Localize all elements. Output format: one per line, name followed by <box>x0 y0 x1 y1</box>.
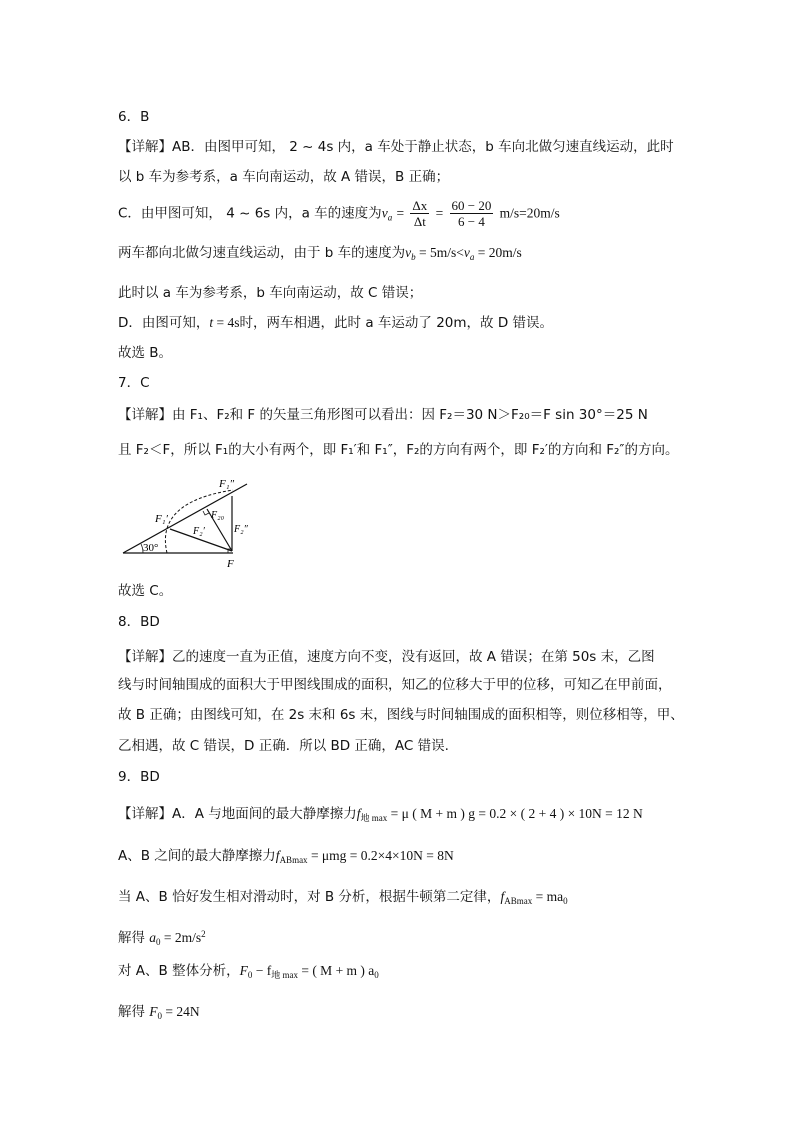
q9-line-3: 当 A、B 恰好发生相对滑动时，对 B 分析，根据牛顿第二定律，$f_{ABmax} = ma_0$ <box>118 889 568 906</box>
q8-answer: 8．BD <box>118 614 160 630</box>
q6-line-6: D．由图可知，t = 4s时，两车相遇，此时 a 车运动了 20m，故 D 错误。 <box>118 315 553 331</box>
q7-line-2: 且 F₂＜F，所以 F₁的大小有两个，即 F₁′和 F₁″，F₂的方向有两个，即 F₂′的方向和 F₂″的方向。 <box>118 442 679 458</box>
q6-line-2: 以 b 车为参考系，a 车向南运动，故 A 错误，B 正确； <box>118 169 450 185</box>
fraction-dx-dt: $\frac{\Delta x}{\Delta t}$ <box>412 198 428 229</box>
label-f1-double-prime: F₁″ <box>219 478 235 490</box>
q7-answer: 7．C <box>118 375 150 391</box>
q6-line-4: 两车都向北做匀速直线运动，由于 b 车的速度为$v_b = 5m/s<v_a = 20m/s$ <box>118 245 522 262</box>
dashed-arc <box>165 490 233 553</box>
q6-line-3: C．由甲图可知， 4 ~ 6s 内，a 车的速度为$v_a$ = $\frac{\Delta x}{\Delta t}$ = $\frac{60 - 20}{6 - 4}$ m/s=20m/s <box>118 198 560 229</box>
q8-line-1: 【详解】乙的速度一直为正值，速度方向不变，没有返回，故 A 错误；在第 50s 末，乙图 <box>118 649 655 665</box>
label-angle: 30° <box>143 542 159 554</box>
q7-line-1: 【详解】由 F₁、F₂和 F 的矢量三角形图可以看出：因 F₂＝30 N＞F₂₀＝F sin 30°＝25 N <box>118 407 648 423</box>
q8-line-2: 线与时间轴围成的面积大于甲图线围成的面积，知乙的位移大于甲的位移，可知乙在甲前面， <box>118 677 672 693</box>
label-f1-prime: F₁′ <box>155 513 168 525</box>
q9-line-2: A、B 之间的最大静摩擦力$f_{ABmax} = \mu mg = 0.2\times 4\times 10N = 8N$ <box>118 848 454 865</box>
q9-line-5: 对 A、B 整体分析，$F_0 - f_{地 max}$ = ( M + m ) $a_0$ <box>118 963 379 980</box>
va-symbol: v <box>381 205 388 221</box>
inclined-line <box>123 484 247 553</box>
q8-line-3: 故 B 正确；由图线可知，在 2s 末和 6s 末，图线与时间轴围成的面积相等，则位移相等，甲、 <box>118 707 684 723</box>
label-f2-double-prime: F₂″ <box>234 524 248 535</box>
q7-conclusion: 故选 C。 <box>118 583 173 599</box>
q6-conclusion: 故选 B。 <box>118 345 173 361</box>
q8-line-4: 乙相遇，故 C 错误，D 正确．所以 BD 正确，AC 错误. <box>118 738 449 754</box>
q9-line-4: 解得 $a_0 = 2m/s^2$ <box>118 929 206 947</box>
q6-answer: 6．B <box>118 109 150 125</box>
label-f: F <box>227 558 234 570</box>
q9-line-1: 【详解】A．A 与地面间的最大静摩擦力$f_{地 max} = \mu$ ( M + m ) g = 0.2 × ( 2 + 4 ) × 10N = 12 N <box>118 806 643 823</box>
q6-line-5: 此时以 a 车为参考系，b 车向南运动，故 C 错误； <box>118 285 423 301</box>
fraction-values: $\frac{60 - 20}{6 - 4}$ <box>451 198 492 229</box>
label-f20: F₂₀ <box>211 510 225 521</box>
q6-line-3-text: C．由甲图可知， 4 ~ 6s 内，a 车的速度为 <box>118 205 382 222</box>
q9-answer: 9．BD <box>118 769 160 785</box>
force-vector-triangle-diagram <box>115 472 255 572</box>
q6-line-1: 【详解】AB．由图甲可知， 2 ~ 4s 内，a 车处于静止状态，b 车向北做匀速直线运动，此时 <box>118 139 674 155</box>
q9-line-6: 解得 $F_0 = 24N$ <box>118 1004 200 1021</box>
label-f2-prime: F₂′ <box>193 526 205 537</box>
